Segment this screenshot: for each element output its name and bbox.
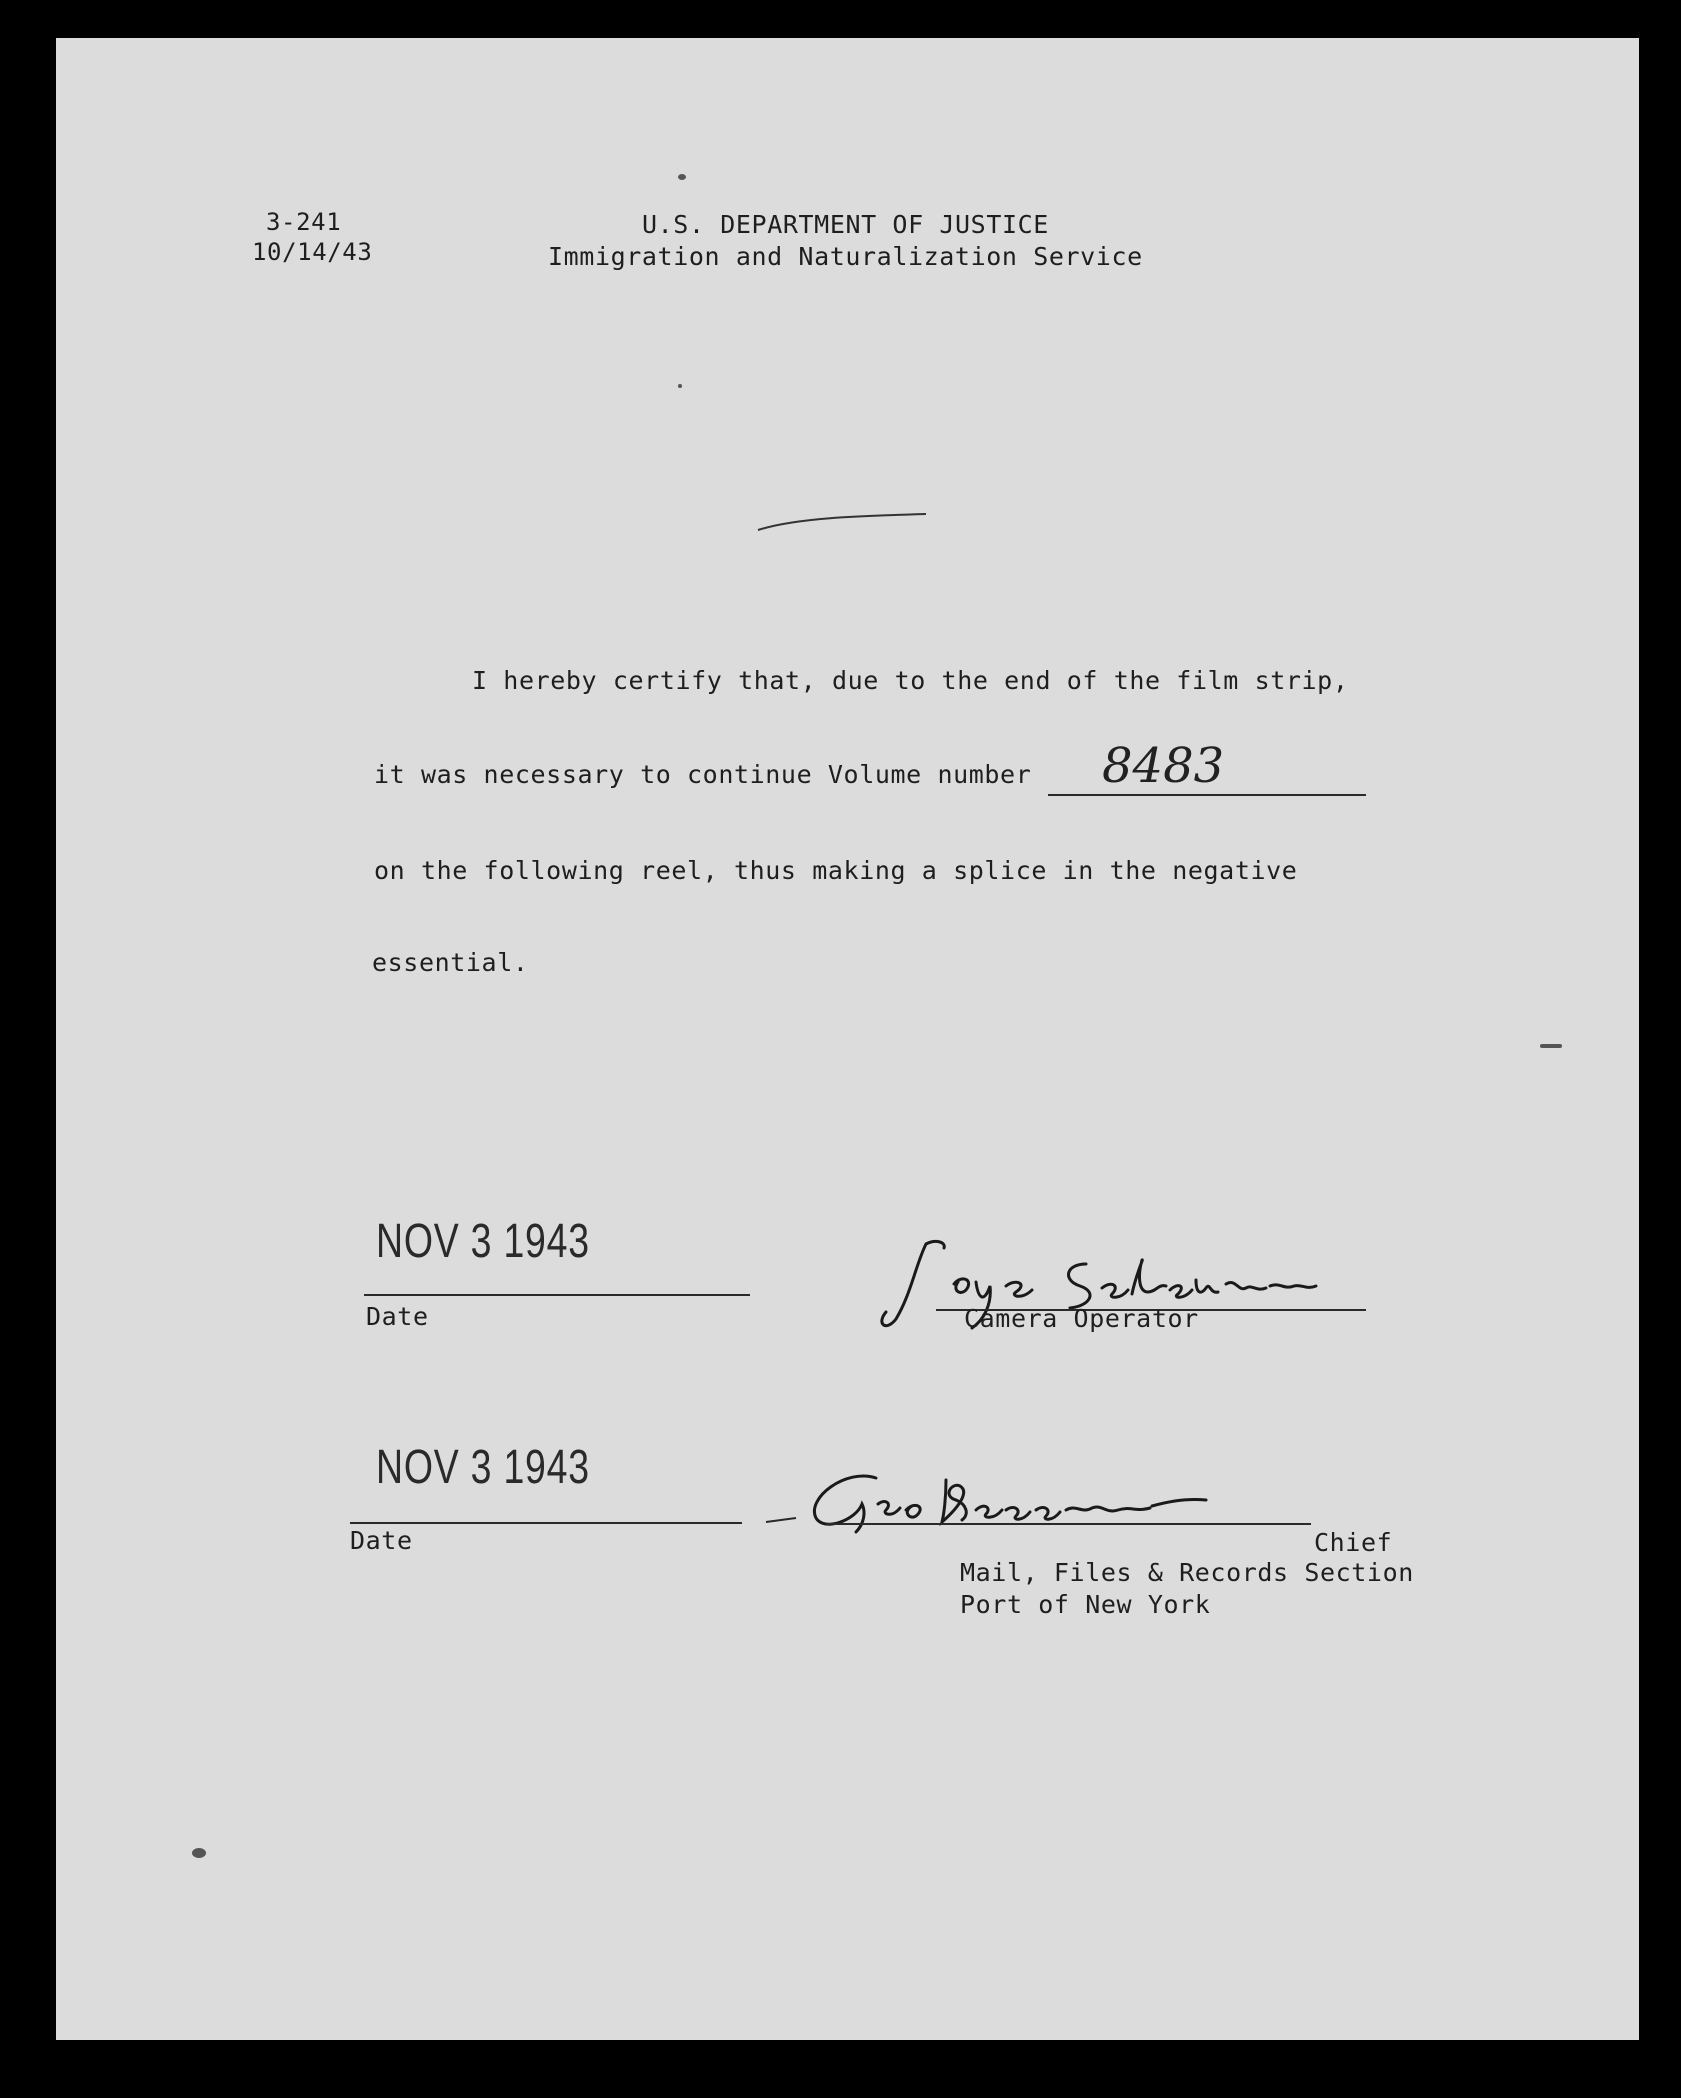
- volume-number-underline: [1048, 794, 1366, 796]
- department-title: U.S. DEPARTMENT OF JUSTICE: [642, 210, 1049, 239]
- pen-stroke-mark: [756, 508, 936, 538]
- certification-line-4: essential.: [372, 948, 529, 977]
- certification-line-2: it was necessary to continue Volume number: [374, 760, 1032, 789]
- date-line-2: [350, 1522, 742, 1524]
- date-label-1: Date: [366, 1302, 429, 1331]
- role-chief: Chief: [1314, 1528, 1393, 1557]
- ink-speck: [1540, 1044, 1562, 1048]
- certification-line-1: I hereby certify that, due to the end of the film strip,: [472, 666, 1349, 695]
- ink-speck: [192, 1848, 206, 1858]
- volume-number-handwritten: 8483: [1102, 738, 1225, 794]
- form-number: 3-241: [266, 208, 342, 236]
- date-line-1: [364, 1294, 750, 1296]
- ink-speck: [678, 384, 682, 388]
- date-stamp-2: NOV 3 1943: [376, 1441, 590, 1494]
- role-port-of-new-york: Port of New York: [960, 1590, 1211, 1619]
- form-date: 10/14/43: [252, 238, 373, 266]
- service-title: Immigration and Naturalization Service: [548, 242, 1143, 271]
- certification-line-3: on the following reel, thus making a splice in the negative: [374, 856, 1298, 885]
- date-stamp-1: NOV 3 1943: [376, 1215, 590, 1268]
- date-label-2: Date: [350, 1526, 413, 1555]
- role-camera-operator: Camera Operator: [964, 1304, 1199, 1333]
- ink-speck: [678, 174, 686, 180]
- role-mail-files-records: Mail, Files & Records Section: [960, 1558, 1414, 1587]
- signature-chief: [766, 1448, 1336, 1538]
- document-page: [56, 38, 1639, 2040]
